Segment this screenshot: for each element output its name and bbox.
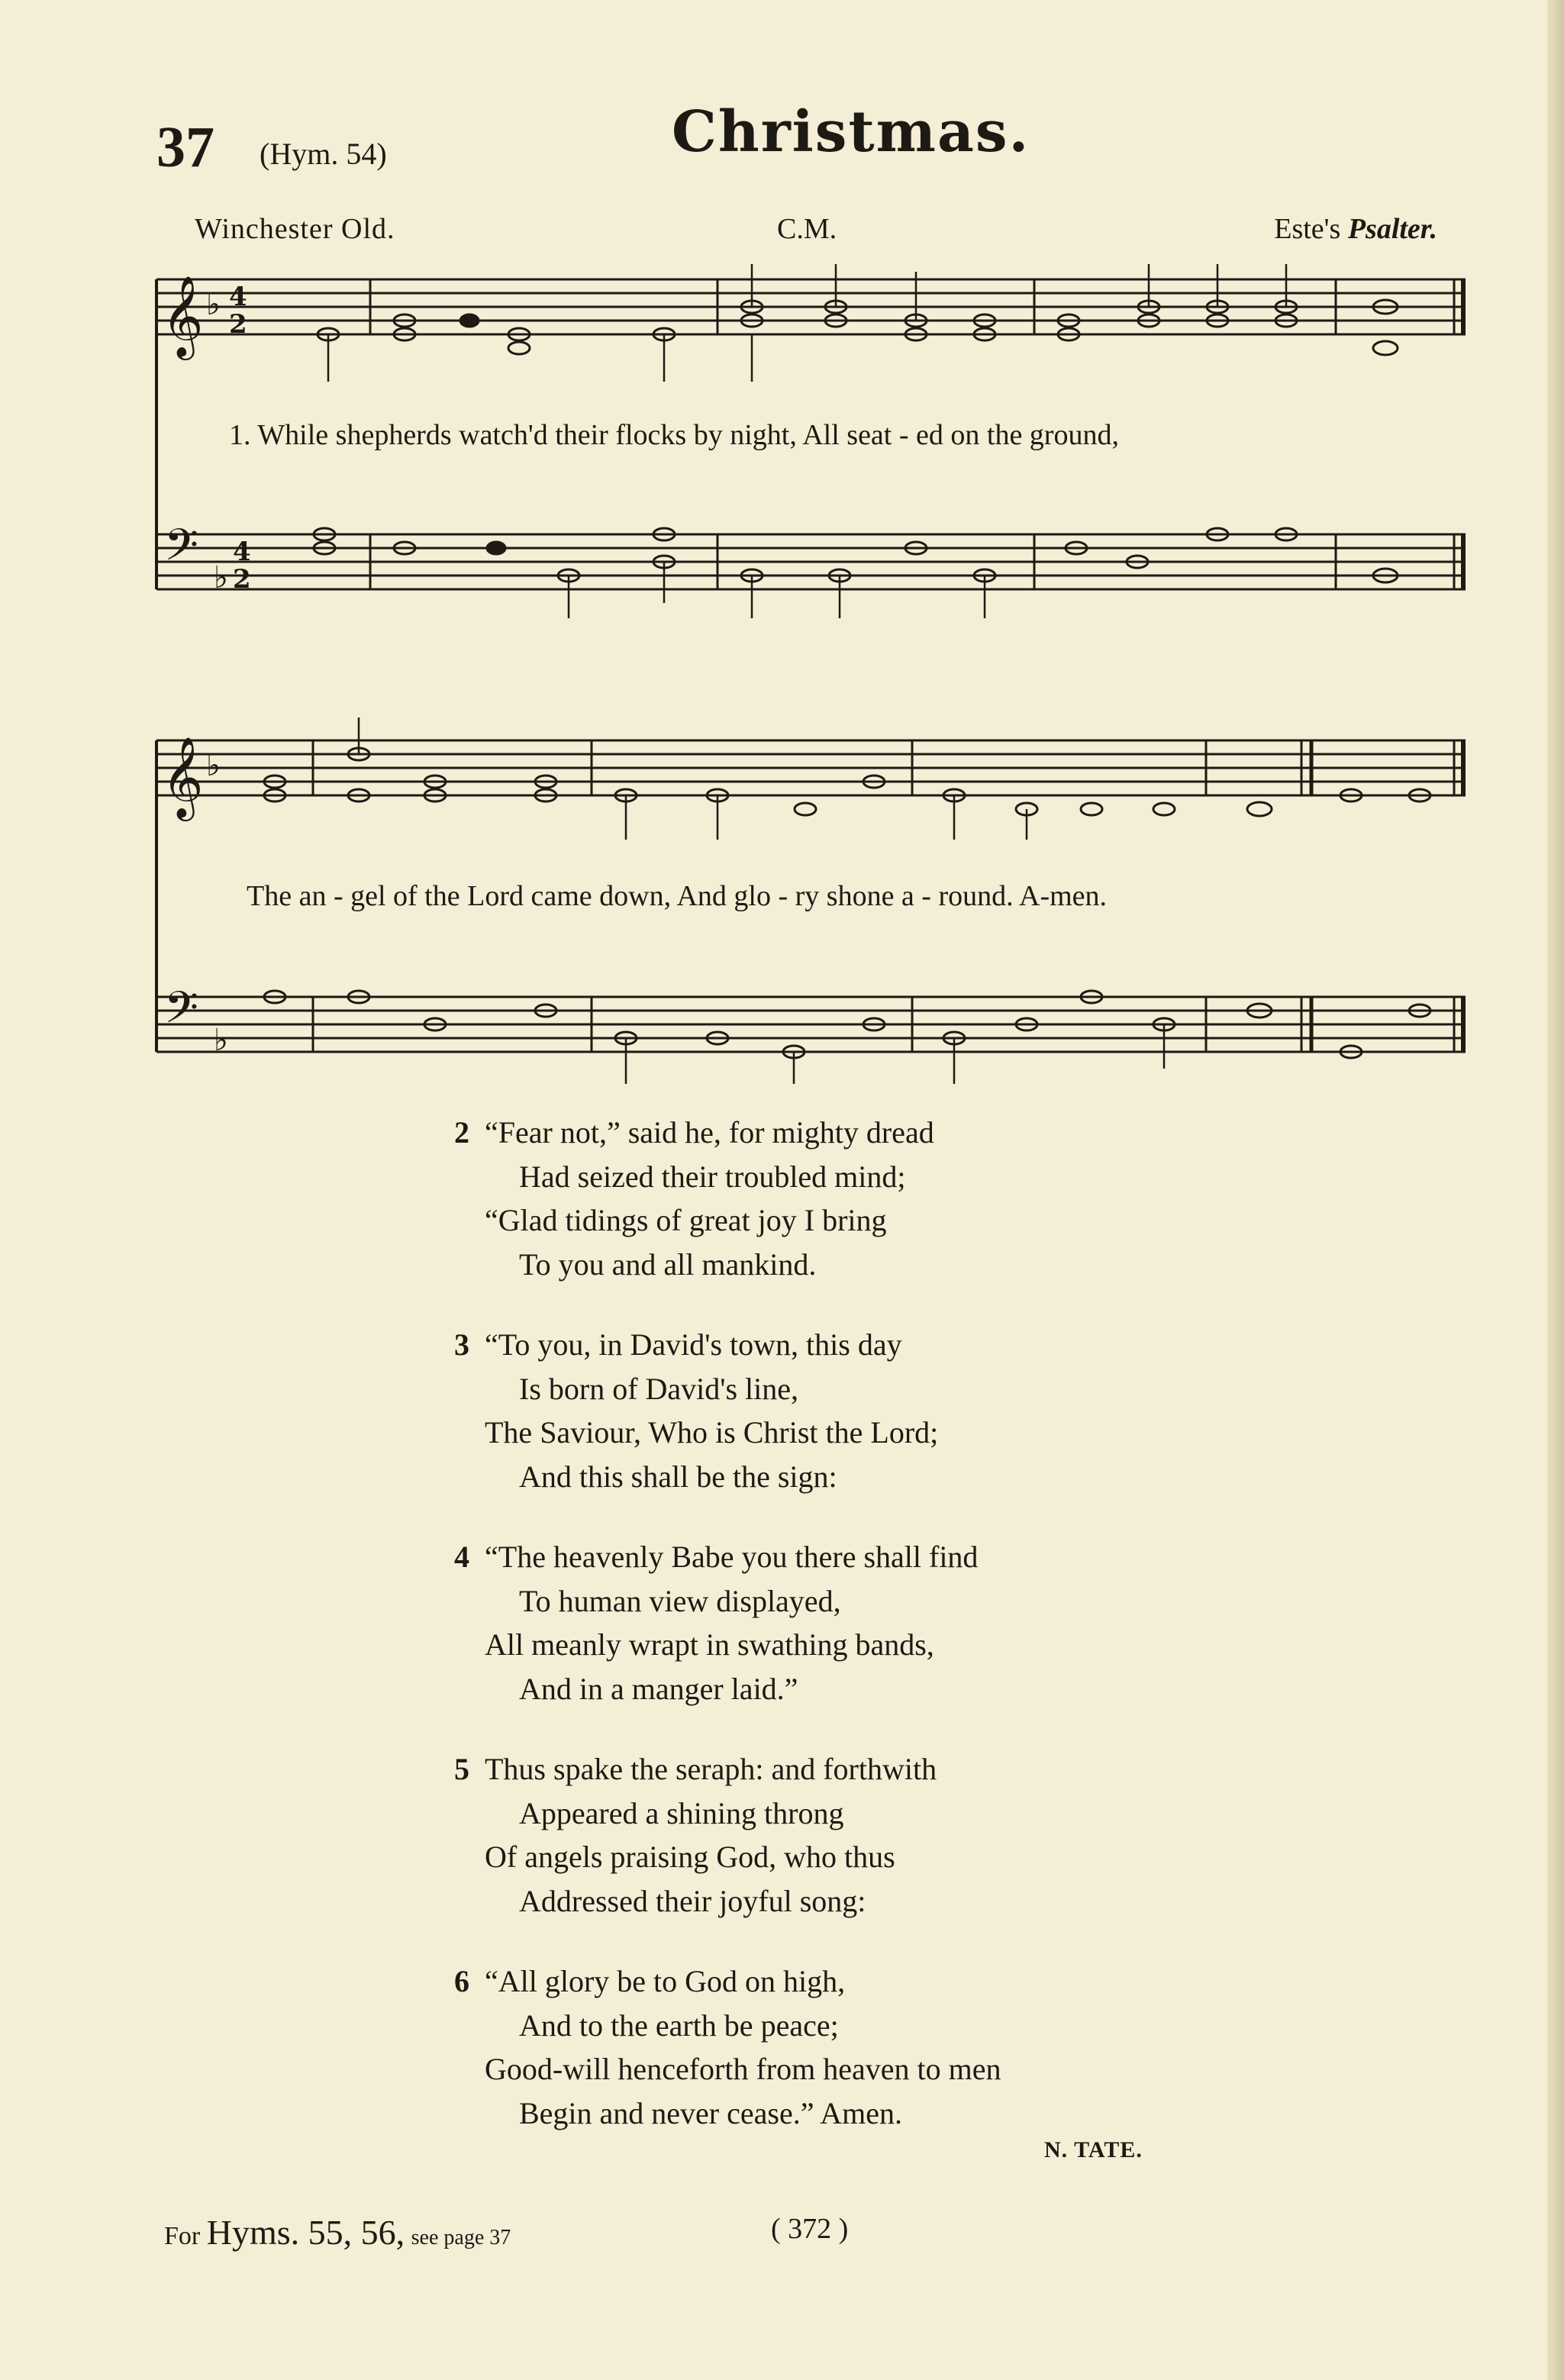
footer-reference bbox=[164, 2212, 511, 2253]
verse-number: 3 bbox=[454, 1327, 469, 1362]
verse-number: 5 bbox=[454, 1752, 469, 1786]
verse-text: “To you, in David's town, this day bbox=[485, 1327, 902, 1362]
verse-line bbox=[485, 1879, 1001, 1924]
verse-line bbox=[454, 1535, 1001, 1579]
verse-stanza bbox=[454, 1747, 1001, 1923]
verse-line bbox=[485, 1455, 1001, 1499]
system1-treble-staff bbox=[156, 279, 1466, 334]
verse-text: And this shall be the sign: bbox=[519, 1459, 837, 1494]
svg-text:♭: ♭ bbox=[214, 1023, 228, 1058]
verse-line bbox=[485, 1155, 1001, 1199]
verse-line bbox=[454, 1747, 1001, 1791]
page-title: Christmas. bbox=[672, 99, 1030, 165]
verse-line bbox=[485, 1835, 1001, 1879]
svg-text:♭: ♭ bbox=[206, 287, 221, 322]
verse-text: Of angels praising God, who thus bbox=[485, 1840, 895, 1874]
verse-stanza bbox=[454, 1323, 1001, 1498]
verse-text: And in a manger laid.” bbox=[519, 1671, 798, 1706]
verse-line bbox=[454, 1959, 1001, 2004]
verse-text: Thus spake the seraph: and forthwith bbox=[485, 1752, 937, 1786]
page-number: ( 372 ) bbox=[771, 2213, 849, 2245]
source-author: Este's bbox=[1274, 213, 1341, 245]
author: N. TATE. bbox=[1044, 2137, 1143, 2162]
lyric-line-1: 1. While shepherds watch'd their flocks by night, All seat - ed on the ground, bbox=[229, 419, 1119, 451]
note-stems bbox=[328, 264, 1286, 1084]
hymn-number: 37 bbox=[156, 115, 214, 179]
verse-line bbox=[485, 1623, 1001, 1667]
verse-line bbox=[485, 2091, 1001, 2136]
verse-line bbox=[485, 1243, 1001, 1287]
svg-text:2: 2 bbox=[233, 564, 251, 595]
verse-text: “Fear not,” said he, for mighty dread bbox=[485, 1115, 934, 1150]
verse-text: The Saviour, Who is Christ the Lord; bbox=[485, 1415, 939, 1450]
note-heads bbox=[264, 300, 1430, 1058]
verse-text: To you and all mankind. bbox=[519, 1246, 817, 1282]
verse-text: “Glad tidings of great joy I bring bbox=[485, 1203, 887, 1237]
footer-hyms: Hyms. 55, 56, bbox=[206, 2213, 405, 2252]
footer-for: For bbox=[164, 2222, 201, 2250]
footer-see: see page 37 bbox=[411, 2226, 511, 2249]
music-score bbox=[0, 0, 1564, 1084]
verse-line bbox=[485, 1411, 1001, 1455]
verse-number: 2 bbox=[454, 1115, 469, 1150]
verse-text: All meanly wrapt in swathing bands, bbox=[485, 1627, 934, 1662]
verse-stanza bbox=[454, 1959, 1001, 2135]
svg-text:4: 4 bbox=[233, 537, 251, 567]
verses bbox=[454, 1111, 1001, 2172]
lyric-line-2: The an - gel of the Lord came down, And glo - ry shone a - round. A-men. bbox=[247, 880, 1108, 912]
verse-line bbox=[485, 2047, 1001, 2091]
verse-line bbox=[485, 1367, 1001, 1411]
verse-text: Had seized their troubled mind; bbox=[519, 1159, 906, 1194]
verse-line bbox=[485, 1198, 1001, 1243]
verse-text: “All glory be to God on high, bbox=[485, 1964, 846, 1998]
verse-text: Addressed their joyful song: bbox=[519, 1883, 866, 1918]
svg-text:4: 4 bbox=[229, 282, 247, 312]
verse-number: 4 bbox=[454, 1540, 469, 1574]
source-work: Psalter. bbox=[1347, 213, 1437, 245]
verse-text: To human view displayed, bbox=[519, 1583, 841, 1618]
verse-line bbox=[485, 2004, 1001, 2048]
svg-text:2: 2 bbox=[229, 309, 247, 340]
system1-bass-staff bbox=[156, 534, 1466, 589]
verse-line bbox=[454, 1111, 1001, 1155]
tune-name: Winchester Old. bbox=[195, 213, 395, 245]
verse-number: 6 bbox=[454, 1964, 469, 1998]
verse-text: Is born of David's line, bbox=[519, 1371, 799, 1406]
verse-text: Begin and never cease.” Amen. bbox=[519, 2095, 903, 2130]
bass-clef-icon: 𝄢 bbox=[164, 982, 199, 1044]
hymn-reference: (Hym. 54) bbox=[260, 137, 387, 171]
verse-text: And to the earth be peace; bbox=[519, 2008, 839, 2043]
bass-clef-icon: 𝄢 bbox=[164, 519, 199, 582]
verse-stanza bbox=[454, 1535, 1001, 1711]
verse-text: Good-will henceforth from heaven to men bbox=[485, 2052, 1001, 2086]
verse-text: Appeared a shining throng bbox=[519, 1795, 844, 1830]
meter: C.M. bbox=[777, 213, 837, 245]
treble-clef-icon: 𝄞 bbox=[162, 736, 204, 818]
verse-line bbox=[454, 1323, 1001, 1367]
verse-stanza bbox=[454, 1111, 1001, 1286]
verse-line bbox=[485, 1667, 1001, 1711]
verse-line bbox=[485, 1791, 1001, 1836]
treble-clef-icon: 𝄞 bbox=[162, 275, 204, 356]
svg-text:♭: ♭ bbox=[214, 560, 228, 595]
verse-line bbox=[485, 1579, 1001, 1624]
verse-text: “The heavenly Babe you there shall find bbox=[485, 1540, 979, 1574]
svg-text:♭: ♭ bbox=[206, 748, 221, 783]
